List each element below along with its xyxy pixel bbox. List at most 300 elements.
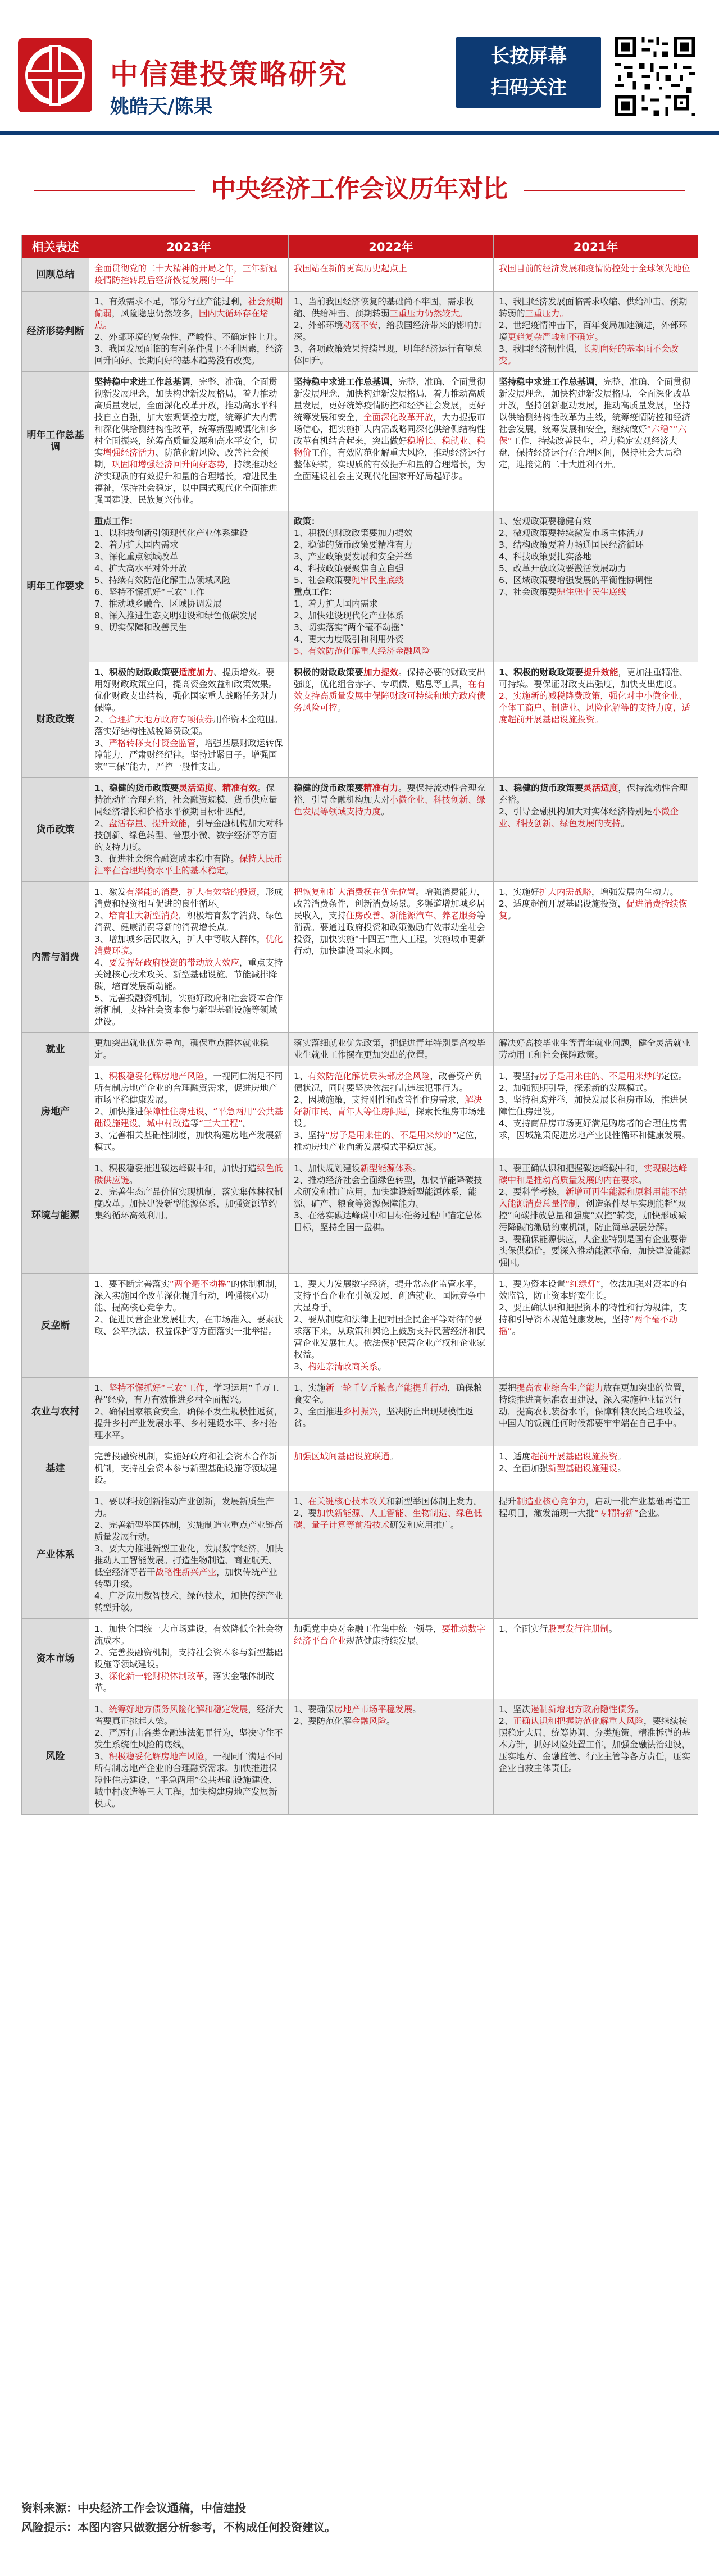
cell-text: 要把 — [499, 1383, 517, 1393]
cell-text: 6、区域政策要增强发展的平衡性协调性 — [499, 575, 653, 585]
highlight-text: 更趋复杂严峻和不确定。 — [507, 332, 604, 342]
cell-text: ，给我国经济带来的影响加深。 — [294, 320, 483, 342]
cell-line — [499, 1082, 693, 1094]
cell-text: ，风险隐患仍然较多， — [112, 308, 199, 318]
table-row — [22, 662, 698, 778]
header-cell-2021: 2021年 — [494, 235, 698, 258]
cell-text: 2、世纪疫情冲击下，百年变局加速演进，外部环境 — [499, 320, 688, 342]
highlight-text: 5、有效防范化解重大经济金融风险 — [294, 646, 430, 656]
cell-line — [294, 1704, 488, 1715]
cell-line — [499, 1704, 693, 1715]
cell-text: ，增强基层财政运转保障能力，严肃财经纪律。坚持过紧日子。增强国家“三保”能力，严控一般性支出。 — [94, 738, 283, 772]
cell-text: 。 — [617, 1451, 626, 1462]
cell-text: ，确保粮食安全。 — [294, 1383, 483, 1405]
cell-text: 1、 — [94, 1071, 109, 1081]
highlight-text: 战略性新兴产业 — [155, 1567, 217, 1577]
cell-text: 3、切实落实“两个毫不动摇” — [294, 622, 404, 632]
cell-2023 — [89, 372, 289, 511]
highlight-text: 三重压力仍然较大。 — [389, 308, 468, 318]
table-row — [22, 1699, 698, 1815]
cell-text: 加强党中央对金融工作集中统一领导， — [294, 1624, 442, 1634]
cell-text: 3、完善相关基础性制度，加快构建房地产发展新模式。 — [94, 1130, 283, 1152]
cell-text: 。 — [377, 1362, 386, 1372]
highlight-text: 绿色低碳供应链 — [94, 1163, 283, 1185]
cell-text: 。 — [389, 1451, 399, 1462]
cell-text: 等 — [190, 1118, 199, 1128]
comparison-table-wrap — [21, 235, 698, 2482]
cell-text: 和新型举国体制上发力。 — [386, 1496, 483, 1507]
cell-line — [94, 1163, 283, 1186]
cell-line — [294, 539, 488, 551]
cell-text: 。 — [129, 946, 138, 956]
cell-2022 — [289, 511, 494, 662]
risk-note: 风险提示：本图内容只做数据分析参考，不构成任何投资建议。 — [21, 2520, 336, 2534]
cell-2023 — [89, 258, 289, 292]
cell-text: 9、切实保障和改善民生 — [94, 622, 187, 632]
highlight-text: 新增可再生能源和原料用能不纳入能源消费总量控制 — [499, 1187, 688, 1209]
cell-2022 — [289, 662, 494, 778]
highlight-text: 稳增长、稳就业、稳物价 — [294, 436, 486, 458]
cell-2021 — [494, 372, 698, 511]
cell-text: 。要保持流动性合理充裕，引导金融机构加大对 — [294, 783, 486, 805]
cell-text: 提升 — [499, 1496, 517, 1507]
highlight-text: 新型基础设施建设 — [548, 1463, 618, 1473]
cell-text: 3、在落实碳达峰碳中和目标任务过程中锚定总体目标，坚持全国一盘棋。 — [294, 1210, 483, 1232]
cell-text: 1、加快全国统一大市场建设，有效降低全社会物流成本。 — [94, 1624, 283, 1646]
cell-text: 4、 — [94, 958, 109, 968]
highlight-text: 盘活存量、提升效能 — [108, 818, 187, 829]
cell-text: 4、科技政策要聚焦自立自强 — [294, 563, 404, 574]
row-category: 基建 — [22, 1446, 89, 1491]
cell-line — [94, 343, 283, 367]
cell-text: 1、要大力发展数字经济，提升常态化监管水平，支持平台企业在引领发展、创造就业、国际竞争中大显身手。 — [294, 1279, 486, 1313]
cell-text: 5、完善投融资机制，实施好政府和社会资本合作新机制，支持社会资本参与新型基础设施等领域建设。 — [94, 993, 283, 1027]
cell-text: 2、外部环境的复杂性、严峻性、不确定性上升。 — [94, 332, 283, 342]
cell-line — [94, 782, 283, 818]
cell-text: 1、积极稳妥推进碳达峰碳中和，加快打造 — [94, 1163, 257, 1173]
highlight-text: 制造业核心竞争力 — [516, 1496, 586, 1507]
highlight-text: 促进消费持续恢复 — [499, 899, 688, 921]
authors: 姚皓天/陈果 — [110, 95, 213, 118]
cell-text: 工作，有效防范化解重大风险，推动经济运行整体好转，实现质的有效提升和量的合理增长，为全面建设社会主义现代化国家开好局起好步。 — [294, 448, 486, 481]
cell-2022 — [289, 1033, 494, 1066]
header — [0, 0, 719, 129]
cell-text: 用作资本金范围。落实好结构性减税降费政策。 — [94, 714, 283, 736]
cell-text: 3、我国经济韧性强， — [499, 344, 583, 354]
cell-text: 8、深入推进生态文明建设和绿色低碳发展 — [94, 611, 257, 621]
cell-text: ，探索长租房市场建设。 — [294, 1107, 486, 1128]
highlight-text: 稳健的货币政策要 — [294, 783, 364, 793]
cell-2023 — [89, 1619, 289, 1699]
cell-text: 5、改革开放政策要激活发展动力 — [499, 563, 626, 574]
highlight-text: “两个毫不动摇” — [499, 1314, 678, 1336]
cell-2023 — [89, 662, 289, 778]
cell-line — [94, 993, 283, 1028]
cell-text: 更加突出就业优先导向，确保重点群体就业稳定。 — [94, 1038, 269, 1060]
cell-2022 — [289, 1378, 494, 1446]
cell-text: 3、坚持 — [294, 1130, 326, 1140]
cell-text: 2、外部环境 — [294, 320, 343, 330]
cell-2022 — [289, 372, 494, 511]
highlight-text: 积极稳妥化解房地产风险 — [108, 1071, 204, 1081]
cell-text: 、 — [204, 1107, 213, 1117]
header-rule — [0, 131, 719, 135]
cell-line — [294, 1163, 488, 1175]
highlight-text: 乡村振兴 — [343, 1407, 378, 1417]
cell-line — [294, 1496, 488, 1508]
highlight-text: 1、 — [499, 783, 514, 793]
cell-line — [499, 575, 693, 586]
scan-line-2: 扫码关注 — [490, 76, 567, 99]
cell-line — [94, 1704, 283, 1727]
cell-line — [94, 622, 283, 634]
cell-text: ，改善资产负债状况，同时要坚决依法打击违法犯罪行为。 — [294, 1071, 483, 1093]
cell-line — [94, 1543, 283, 1590]
cell-line — [294, 622, 488, 634]
cell-text: ，一视同仁满足不同所有制房地产企业的合理融资需求，促进房地产市场平稳健康发展。 — [94, 1071, 283, 1105]
cell-line — [499, 1037, 693, 1061]
row-category: 风险 — [22, 1699, 89, 1815]
source-note: 资料来源：中央经济工作会议通稿，中信建投 — [21, 2501, 246, 2515]
cell-text: 。 — [129, 1175, 138, 1185]
cell-2021 — [494, 292, 698, 372]
highlight-text: 动荡不安 — [343, 320, 378, 330]
cell-text: 2、引导金融机构加大对实体经济特别是 — [499, 807, 653, 817]
cell-text: 放在更加突出的位置，持续推进高标准农田建设，深入实施种业振兴行动，提高农机装备水平，保障种粮农民合理收益，中国人的饭碗任何时候都要牢牢端在自己手中。 — [499, 1383, 691, 1428]
table-header-row — [22, 235, 698, 258]
cell-line — [294, 320, 488, 343]
cell-line — [499, 1451, 693, 1463]
highlight-text: “两个毫不动摇” — [169, 1279, 231, 1289]
cell-line — [94, 957, 283, 993]
highlight-text: 实现碳达峰碳中和是推动高质量发展的内在要求 — [499, 1163, 688, 1185]
row-category: 产业体系 — [22, 1491, 89, 1619]
cell-2021 — [494, 1378, 698, 1446]
cell-text: 研发和应用推广。 — [389, 1520, 459, 1530]
cell-text: 1、要确保 — [294, 1704, 334, 1714]
cell-line — [94, 853, 283, 877]
cell-text: 2、稳健的货币政策要精准有力 — [294, 540, 413, 550]
cell-line — [94, 575, 283, 586]
cell-line — [94, 516, 283, 527]
cell-text: 3、坚持租购并举，加快发展长租房市场，推进保障性住房建设。 — [499, 1095, 688, 1117]
cell-text: ，持续推动经济实现质的有效提升和量的合理增长，增进民生福祉，保持社会稳定，以中国式现代化全面推进强国建设、民族复兴伟业。 — [94, 459, 277, 505]
cell-text: 2、 — [94, 911, 109, 921]
cell-line — [294, 1210, 488, 1234]
cell-line — [499, 320, 693, 343]
highlight-text: 扩大有效益的投资 — [186, 887, 257, 897]
cell-text: 3、 — [294, 1362, 308, 1372]
cell-line — [94, 1186, 283, 1222]
highlight-text: 适度加力 — [179, 667, 214, 677]
cell-2021 — [494, 1619, 698, 1699]
cell-line — [499, 296, 693, 320]
cell-line — [294, 1314, 488, 1361]
cell-2021 — [494, 1033, 698, 1066]
cell-text: ，经济大省要真正挑起大梁。 — [94, 1704, 283, 1726]
cell-2022 — [289, 1619, 494, 1699]
cell-text: 5、持续有效防范化解重点领域风险 — [94, 575, 231, 585]
cell-text: ，启动一批产业基础再造工程项目，激发涌现一大批 — [499, 1496, 691, 1518]
cell-line — [294, 1361, 488, 1373]
cell-2021 — [494, 1699, 698, 1815]
cell-text: 定位，推动房地产业向新发展模式平稳过渡。 — [294, 1130, 483, 1152]
highlight-text: 巩固和增强经济回升向好态势 — [112, 459, 225, 470]
highlight-text: 住房改善、新能源汽车、养老服务 — [346, 911, 477, 921]
cell-text: ，坚决防止出现规模性返贫。 — [294, 1407, 474, 1428]
cell-2023 — [89, 1033, 289, 1066]
highlight-text: 三重压力。 — [525, 308, 569, 318]
highlight-text: 积极的财政政策要 — [294, 667, 364, 677]
highlight-text: 长期向好的基本面不会改变。 — [499, 344, 679, 366]
cell-line — [94, 296, 283, 331]
highlight-text: “六稳”“六保” — [499, 424, 687, 446]
cell-text: ， — [178, 887, 187, 897]
cell-line — [499, 782, 693, 806]
cell-text: 、提质增效。要用好财政政策空间，提高资金效益和政策效果。优化财政支出结构，强化国家重大战略任务财力保障。 — [94, 667, 277, 713]
highlight-text: 积极的财政政策要 — [513, 667, 584, 677]
cell-line — [94, 1130, 283, 1153]
cell-line — [94, 886, 283, 910]
highlight-text: 坚持稳中求进工作总基调 — [294, 377, 390, 387]
cell-text: 4、更大力度吸引和利用外资 — [294, 634, 404, 644]
cell-2023 — [89, 1274, 289, 1378]
cell-text: ，大力提振市场信心，把实施扩大内需战略同深化供给侧结构性改革有机结合起来，突出做好 — [294, 412, 486, 446]
table-row — [22, 882, 698, 1033]
cell-line — [294, 296, 488, 320]
table-row — [22, 1033, 698, 1066]
cell-text: ，保持流动性合理充裕。 — [499, 783, 688, 805]
highlight-text: 1、 — [94, 783, 110, 793]
cell-text: 。 — [512, 1326, 521, 1336]
row-category: 明年工作总基调 — [22, 372, 89, 511]
highlight-text: 要推动数字经济平台企业 — [294, 1624, 486, 1646]
cell-text: 4、科技政策要扎实落地 — [499, 552, 591, 562]
cell-2022 — [289, 882, 494, 1033]
highlight-text: 遏制新增地方政府隐性债务 — [530, 1704, 635, 1714]
cell-2022 — [289, 778, 494, 882]
cell-line — [294, 516, 488, 527]
cell-text: 3、促进社会综合融资成本稳中有降。 — [94, 854, 239, 864]
highlight-text: 社会预期偏弱 — [94, 297, 283, 318]
cell-line — [94, 1314, 283, 1337]
cell-text: ，增强发展内生动力。 — [591, 887, 679, 897]
cell-text: 、 — [138, 1118, 147, 1128]
highlight-text: 有效防范化解优质头部房企风险 — [308, 1071, 430, 1081]
cell-text: 4、广泛应用数智技术、绿色技术，加快传统产业转型升级。 — [94, 1591, 283, 1613]
cell-text: 。保持流动性合理充裕，社会融资规模、货币供应量同经济增长和价格水平预期目标相匹配。 — [94, 783, 277, 817]
cell-line — [499, 343, 693, 367]
cell-2023 — [89, 882, 289, 1033]
cell-text: 2、要科学考核， — [499, 1187, 566, 1197]
cell-line — [499, 563, 693, 575]
cell-2022 — [289, 1699, 494, 1815]
cell-line — [94, 1071, 283, 1106]
highlight-text: 积极的财政政策要 — [109, 667, 179, 677]
cell-2023 — [89, 1699, 289, 1815]
title-bar — [0, 163, 719, 219]
cell-line — [294, 1130, 488, 1153]
cell-text: 3、各项政策效果持续显现，明年经济运行有望总体回升。 — [294, 344, 483, 366]
highlight-text: 构建亲清政商关系 — [308, 1362, 378, 1372]
table-row — [22, 1619, 698, 1699]
cell-line — [499, 1234, 693, 1269]
cell-2023 — [89, 292, 289, 372]
cell-text: 1、加快规划建设 — [294, 1163, 361, 1173]
cell-text: 2、促进民营企业发展壮大，在市场准入、要素获取、公平执法、权益保护等方面落实一批举措。 — [94, 1314, 283, 1336]
highlight-text: 深化新一轮财税体制改革 — [108, 1671, 204, 1681]
cell-line — [294, 1278, 488, 1314]
cell-line — [499, 539, 693, 551]
cell-line — [94, 563, 283, 575]
cell-2023 — [89, 511, 289, 662]
cell-text: 1、要为资本设置 — [499, 1279, 566, 1289]
table-row — [22, 1446, 698, 1491]
cell-text: 2、加强预期引导，探索新的发展模式。 — [499, 1083, 653, 1093]
cell-line — [499, 516, 693, 527]
cell-text: 。 — [617, 1463, 626, 1473]
cell-text: 。 — [507, 911, 517, 921]
highlight-text: 灵活适度、精准有效 — [179, 783, 257, 793]
cell-line — [94, 1406, 283, 1441]
page-title: 中央经济工作会议历年对比 — [195, 169, 524, 204]
cell-2023 — [89, 778, 289, 882]
highlight-text: “平急两用”公共基础设施建设 — [94, 1107, 283, 1128]
highlight-text: 小微企业、科技创新、绿色发展等领域支持力度 — [294, 795, 486, 817]
cell-text: 1、要坚持 — [499, 1071, 539, 1081]
cell-line — [294, 1037, 488, 1061]
highlight-text: 提升效能 — [583, 667, 618, 677]
table-row — [22, 511, 698, 662]
cell-line — [499, 898, 693, 922]
cell-text: 2、 — [94, 714, 109, 725]
highlight-text: 新型能源体系 — [360, 1163, 413, 1173]
table-row — [22, 292, 698, 372]
cell-line — [94, 738, 283, 773]
cell-text: 2、加快建设现代化产业体系 — [294, 611, 404, 621]
cell-text: 2、适度超前开展基础设施投资， — [499, 899, 626, 909]
cell-line — [294, 1175, 488, 1210]
highlight-text: 超前开展基础设施投资 — [530, 1451, 618, 1462]
cell-text: 2、加快推进 — [94, 1107, 144, 1117]
cell-line — [499, 1278, 693, 1302]
header-cell-2023: 2023年 — [89, 235, 289, 258]
cell-line — [499, 586, 693, 598]
header-cell-2022: 2022年 — [289, 235, 494, 258]
cell-line — [94, 263, 283, 286]
cell-text: ，创造条件尽早实现能耗“双控”向碳排放总量和强度“双控”转变，加快形成减污降碳的激励约束机制，防止简单层层分解。 — [499, 1199, 687, 1232]
qr-code-icon[interactable] — [612, 34, 698, 119]
highlight-text: 小微企业、科技创新、绿色发展的支持 — [499, 807, 679, 829]
cell-line — [294, 527, 488, 539]
cell-line — [499, 1496, 693, 1519]
cell-text: 2、着力扩大国内需求 — [94, 540, 179, 550]
highlight-text: 重点工作： — [94, 516, 138, 526]
cell-line — [294, 610, 488, 622]
cell-line — [94, 1751, 283, 1810]
cell-text: 2、严厉打击各类金融违法犯罪行为，坚决守住不发生系统性风险的底线。 — [94, 1728, 283, 1750]
highlight-text: 房子是用来住的、不是用来炒的 — [539, 1071, 661, 1081]
cell-text: 。 — [386, 1716, 395, 1726]
cell-text: 1、坚决 — [499, 1704, 531, 1714]
cell-line — [499, 1382, 693, 1430]
highlight-text: 坚持稳中求进工作总基调 — [94, 377, 190, 387]
comparison-table — [21, 235, 698, 1815]
cell-text: 定位。 — [661, 1071, 688, 1081]
cell-text: 3、要大力推进新型工业化，发展数字经济，加快推动人工智能发展。打造生物制造、商业航天、低空经济等若干 — [94, 1544, 283, 1577]
row-category: 环境与能源 — [22, 1158, 89, 1274]
highlight-text: 1、 — [499, 667, 514, 677]
highlight-text: “房子是用来住的、不是用来炒的” — [325, 1130, 457, 1140]
cell-line — [499, 690, 693, 726]
highlight-text: 我国目前的经济发展和疫情防控处于全球领先地位 — [499, 263, 691, 274]
cell-text: 4、扩大高水平对外开放 — [94, 563, 187, 574]
highlight-text: 在有效支持高质量发展中保障财政可持续和地方政府债务风险可控 — [294, 679, 486, 713]
cell-text: 2、要正确认识和把握资本的特性和行为规律，支持和引导资本规范健康发展，坚持 — [499, 1303, 688, 1325]
highlight-text: 统筹好地方债务风险化解和稳定发展 — [108, 1704, 248, 1714]
cell-2021 — [494, 778, 698, 882]
cell-text: 2、要防范化解 — [294, 1716, 352, 1726]
cell-2022 — [289, 1274, 494, 1378]
table-row — [22, 1274, 698, 1378]
cell-text: ，落实金融体制改革。 — [94, 1671, 274, 1693]
highlight-text: 解决好新市民、青年人等住房问题 — [294, 1095, 483, 1117]
cell-line — [499, 1186, 693, 1234]
highlight-text: 重点工作： — [294, 587, 338, 597]
cell-2022 — [289, 258, 494, 292]
cell-text: 企业。 — [638, 1508, 665, 1518]
cell-text: 7、推动城乡融合、区域协调发展 — [94, 599, 222, 609]
cell-text: 2、完善投融资机制，支持社会资本参与新型基础设施等领域建设。 — [94, 1647, 283, 1669]
cell-line — [294, 551, 488, 563]
cell-text: ，依法加强对资本的有效监管，防止资本野蛮生长。 — [499, 1279, 688, 1301]
cell-line — [294, 1094, 488, 1130]
cell-text: ，完整、准确、全面贯彻新发展理念，加快构建新发展格局，着力推动高质量发展，全面深化改革开放，推动高水平科技自立自强，加大宏观调控力度，统筹扩大内需和深化供给侧结构性改革，统筹新型城镇化和乡村全面振兴，统筹高质量发展和高水平安全，切实 — [94, 377, 277, 458]
cell-line — [94, 1671, 283, 1694]
cell-2022 — [289, 1446, 494, 1491]
highlight-text: 提高农业综合生产能力 — [516, 1383, 604, 1393]
citic-logo-icon — [16, 36, 94, 115]
cell-2023 — [89, 1446, 289, 1491]
highlight-text: 精准有力 — [363, 783, 399, 793]
cell-2021 — [494, 1274, 698, 1378]
highlight-text: 新一轮千亿斤粮食产能提升行动 — [325, 1383, 448, 1393]
cell-text: 1、 — [94, 1383, 109, 1393]
highlight-text: 把恢复和扩大消费摆在优先位置 — [294, 887, 416, 897]
highlight-text: 政策： — [294, 516, 320, 526]
cell-line — [499, 263, 693, 275]
highlight-text: 优化消费环境 — [94, 934, 283, 956]
cell-line — [94, 1278, 283, 1314]
highlight-text: 股票发行注册制 — [548, 1624, 609, 1634]
cell-line — [499, 1463, 693, 1474]
cell-2021 — [494, 1066, 698, 1158]
row-category: 明年工作要求 — [22, 511, 89, 662]
highlight-text: 保障性住房建设 — [143, 1107, 204, 1117]
cell-text: 1、 — [294, 1071, 308, 1081]
highlight-text: 增强经济活力 — [103, 448, 156, 458]
cell-text: ，一视同仁满足不同所有制房地产企业的合理融资需求。加快推进保障性住房建设、“平急两用”公共基础设施建设、城中村改造等三大工程，加快构建房地产发展新模式。 — [94, 1751, 283, 1809]
highlight-text: 稳健的货币政策要 — [109, 783, 179, 793]
highlight-text: 我国站在新的更高历史起点上 — [294, 263, 407, 274]
table-row — [22, 258, 698, 292]
cell-text: 2、要从制度和法律上把对国企民企平等对待的要求落下来，从政策和舆论上鼓励支持民营经济和民营企业发展壮大。依法保护民营企业产权和企业家权益。 — [294, 1314, 486, 1360]
table-row — [22, 372, 698, 511]
cell-text: 1、实施 — [294, 1383, 326, 1393]
cell-2021 — [494, 1158, 698, 1274]
cell-line — [499, 667, 693, 690]
highlight-text: 坚持稳中求进工作总基调 — [499, 377, 595, 387]
